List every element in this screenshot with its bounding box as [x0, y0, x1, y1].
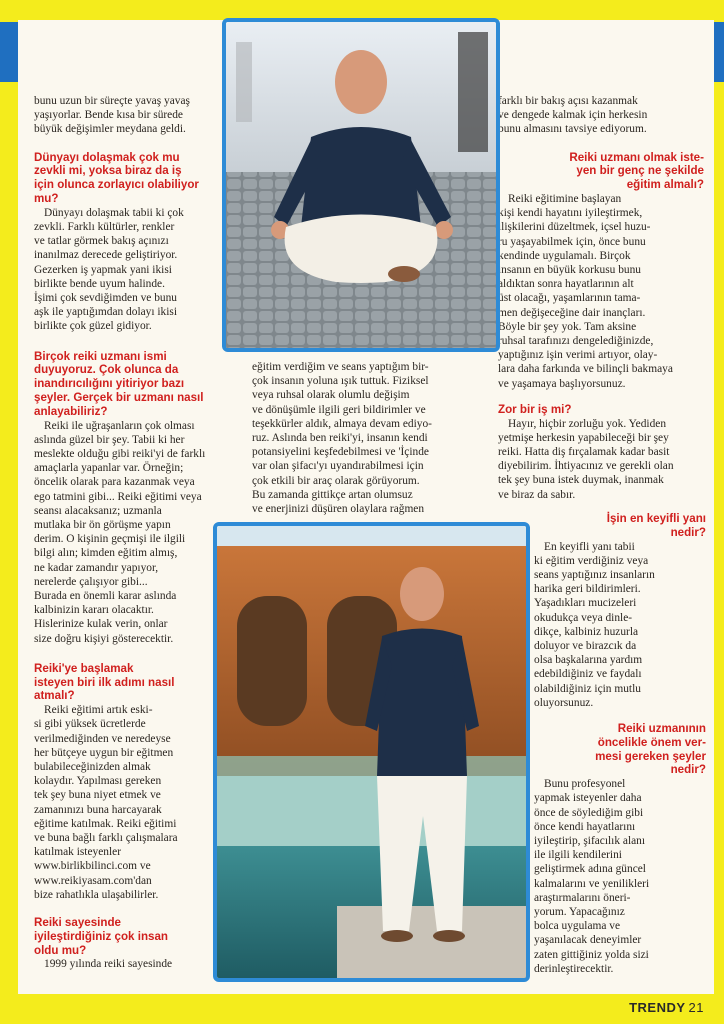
answer-text: En keyifli yanı tabii ki eğitim verdiğiniz veya seans yaptığınız insanların harika geri bildirimleri. Yaşadıkları mucizeleri okudukça veya dinle- dikçe, kalbiniz huzurla doluyor ve birazcık da olsa başkalarına yardım edebildiğiniz ve faydalı olabildiğiniz için mutlu oluyorsunuz.: [534, 540, 655, 709]
middle-column: [252, 360, 474, 516]
question-heading: Zor bir iş mi?: [498, 402, 572, 416]
question-heading: Reiki uzmanının öncelikle önem ver- mesi gereken şeyler nedir?: [595, 722, 706, 777]
right-lower-column: [534, 512, 706, 976]
question-heading: Birçok reiki uzmanı ismi duyuyoruz. Çok olunca da inandırıcılığını yitiriyor bazı şeyler. Gerçek bir uzmanı nasıl anlayabiliriz?: [34, 349, 204, 418]
answer-text: Dünyayı dolaşmak tabii ki çok zevkli. Farklı kültürler, renkler ve tatlar görmek bakış açınızı inanılmaz derecede geliştiriyor. Gezerken iş yapmak yani ikisi birlikte bende uyum halinde. İşimi çok sevdiğimden ve bunu aşk ile yaptığımdan dolayı ikisi birlikte çok güzel gidiyor.: [34, 206, 184, 333]
intro-text: bunu uzun bir süreçte yavaş yavaş yaşıyorlar. Bende kısa bir sürede büyük değişimler meydana geldi.: [34, 95, 190, 136]
photo-man-sitting: [222, 18, 500, 352]
question-heading: Reiki'ye başlamak isteyen biri ilk adımı nasıl atmalı?: [34, 661, 175, 703]
photo-man-sitting-image: [226, 22, 496, 348]
right-column: [498, 94, 704, 502]
answer-text: eğitim verdiğim ve seans yaptığım bir- çok insanın yoluna ışık tuttuk. Fiziksel veya ruhsal olarak olumlu değişim ve dönüşümle ilgili geri bildirimler ve teşekkürler aldık, almaya devam ediyo- ruz. Aslında ben reiki'yi, insanın kendi potansiyelini keşfedebilmesi ve 'İçinde var olan şifacı'yı uyandırabilmesi için çok etkili bir araç olarak görüyorum. Bu zamanda gittikçe artan olumsuz ve enerjinizi düşüren olaylara rağmen: [252, 361, 432, 516]
photo-man-standing-image: [217, 526, 526, 978]
intro-text: farklı bir bakış açısı kazanmak ve dengede kalmak için herkesin bunu almasını tavsiye ediyorum.: [498, 95, 648, 136]
question-heading: Dünyayı dolaşmak çok mu zevkli mi, yoksa biraz da iş için olunca zorlayıcı olabiliyor mu?: [34, 150, 199, 205]
answer-text: Reiki eğitimine başlayan kişi kendi hayatını iyileştirmek, ilişkilerini düzeltmek, içsel huzu- ru yaşayabilmek için, önce bunu kendinde uygulamalı. Birçok insanın en büyük korkusu bunu aldıktan sonra hayatlarının alt üst olacağı, yaşamlarının tama- men değişeceğine dair inançları. Böyle bir şey yok. Tam aksine ruhsal tarafınızı dengelediğinizde, yaptığınız işin verimi artıyor, olay- lara daha farkında ve bilinçli bakmaya ve yaşamaya başlıyorsunuz.: [498, 193, 673, 390]
answer-text: 1999 yılında reiki sayesinde: [44, 958, 173, 971]
photo-man-standing: [213, 522, 530, 982]
answer-text: Hayır, hiçbir zorluğu yok. Yediden yetmişe herkesin yapabileceği bir şey reiki. Hatta diş fırçalamak kadar basit diyebilirim. İhtiyacınız ve gerekli olan tek şey buna istek duymak, inanmak ve biraz da sabır.: [498, 417, 674, 501]
left-column: [34, 94, 232, 972]
question-heading: İşin en keyifli yanı nedir?: [606, 512, 706, 539]
answer-text: Reiki eğitimi artık eski- si gibi yüksek ücretlerde verilmediğinden ve neredeyse her bütçeye uygun bir eğitmen bulabileceğinizden almak kolaydır. Yapılması gereken tek şey buna niyet etmek ve zamanınızı buna harcayarak eğitime katılmak. Reiki eğitimi ve buna bağlı farklı çalışmalara katılmak isteyenler www.birlikbilinci.com ve www.reikiyasam.com'dan bize rahatlıkla ulaşabilirler.: [34, 704, 178, 901]
page-number: 21: [688, 1000, 704, 1015]
brand-name: TRENDY: [629, 1000, 686, 1015]
page-footer: [629, 1000, 704, 1015]
question-heading: Reiki sayesinde iyileştirdiğiniz çok insan oldu mu?: [34, 916, 169, 957]
bottom-yellow-band: [0, 994, 724, 1024]
answer-text: Bunu profesyonel yapmak isteyenler daha önce de söylediğim gibi önce kendi hayatlarını iyileştirip, şifacılık alanı ile ilgili kendilerini geliştirmek adına güncel kalmalarını ve yenilikleri araştırmalarını öneri- yorum. Yapacağınız bolca uygulama ve yaşanılacak deneyimler zaten gittiğiniz yolda sizi derinleştirecektir.: [534, 778, 650, 975]
answer-text: Reiki ile uğraşanların çok olması aslında güzel bir şey. Tabii ki her meslekte olduğu gibi reiki'yi de farklı amaçlarla yapanlar var. Örneğin; öncelik olarak para kazanmak veya ego tatmini gibi... Reiki eğitimi veya seansı alacaksanız; uzmanla mutlaka bir ön görüşme yapın derim. O kişinin geçmişi ile ilgili bilgi alın; kimden eğitim almış, ne kadar zamandır yapıyor, nerelerde çalışıyor gibi... Burada en önemli karar aslında kalbinizin kararı olacaktır. Hislerinize kulak verin, onlar size doğru kişiyi gösterecektir.: [34, 419, 206, 645]
question-heading: Reiki uzmanı olmak iste- yen bir genç ne şekilde eğitim almalı?: [569, 150, 704, 192]
